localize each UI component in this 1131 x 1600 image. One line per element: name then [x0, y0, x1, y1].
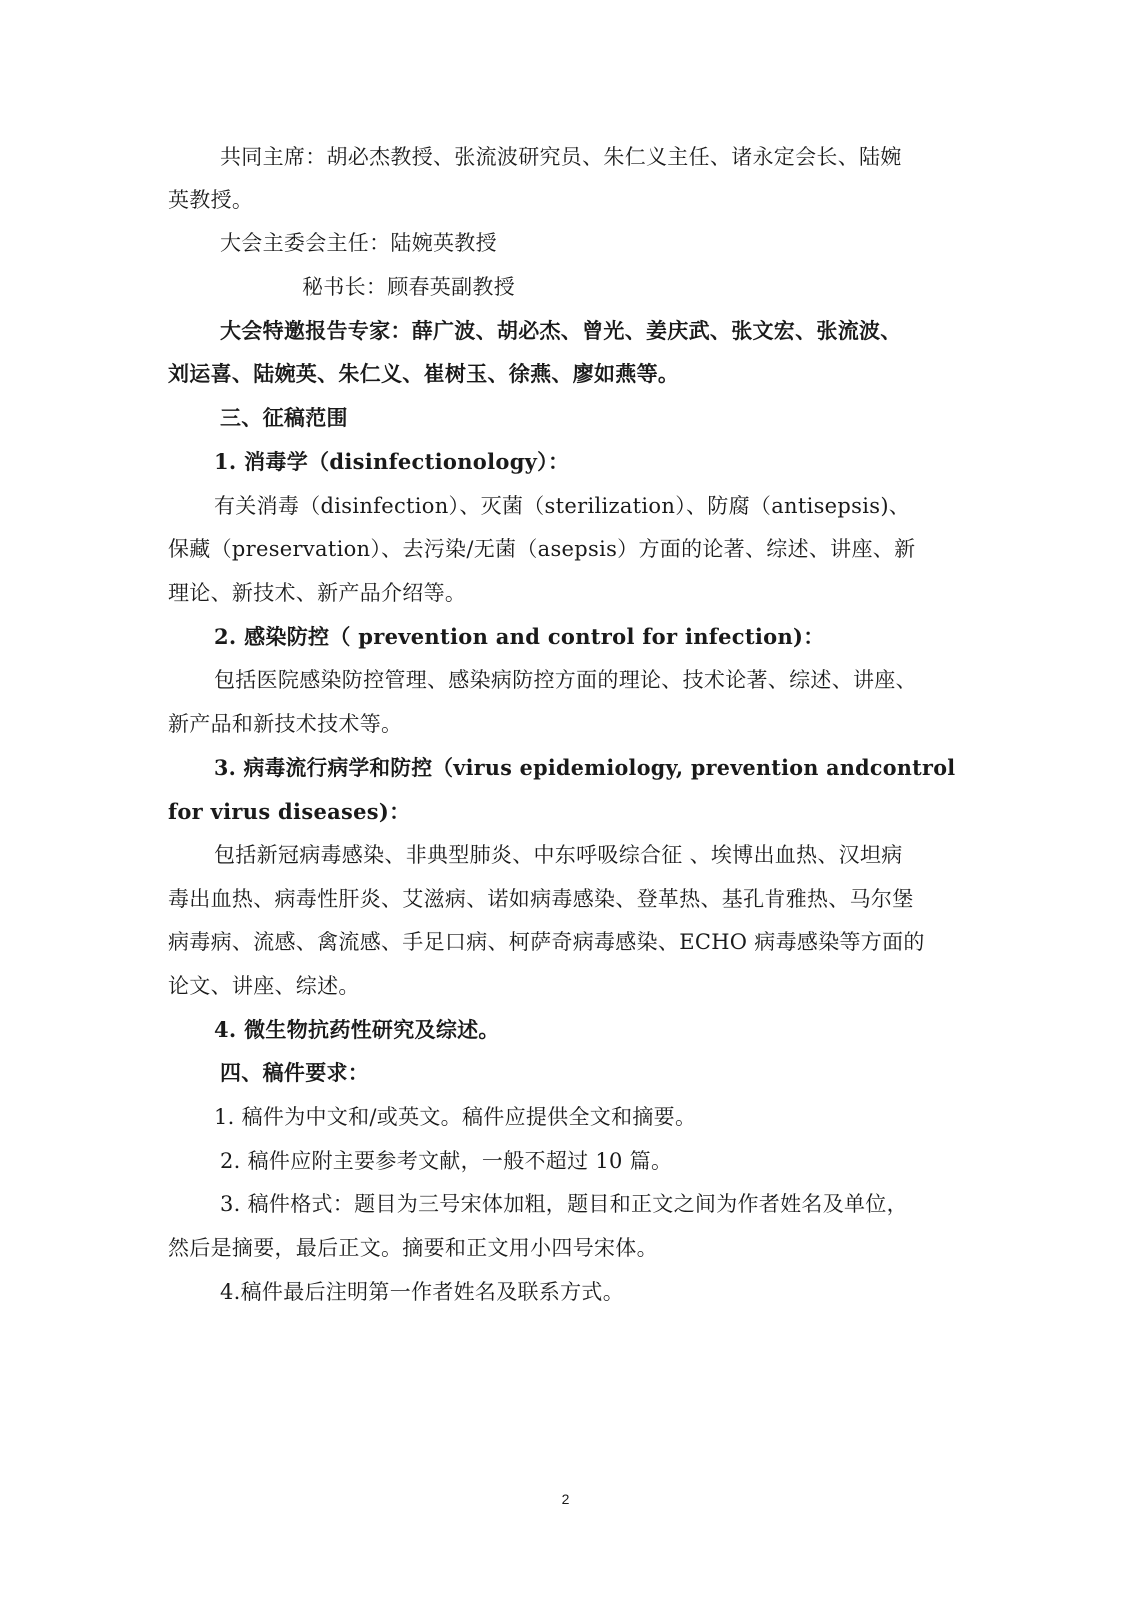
scope-item-4-title: 4. 微生物抗药性研究及综述。: [214, 1017, 500, 1042]
co-chairs-line-1: 共同主席：胡必杰教授、张流波研究员、朱仁义主任、诸永定会长、陆婉: [220, 145, 902, 169]
scope-item-2-body-line-1: 包括医院感染防控管理、感染病防控方面的理论、技术论著、综述、讲座、: [214, 668, 917, 692]
scope-item-3-title-line-1: 3. 病毒流行病学和防控（virus epidemiology, prevention andcontrol: [214, 755, 956, 780]
committee-director: 大会主委会主任：陆婉英教授: [220, 231, 497, 255]
requirements-item-4: 4.稿件最后注明第一作者姓名及联系方式。: [220, 1280, 625, 1304]
requirements-item-3-line-2: 然后是摘要，最后正文。摘要和正文用小四号宋体。: [168, 1236, 658, 1260]
scope-item-3-body-line-3: 病毒病、流感、禽流感、手足口病、柯萨奇病毒感染、ECHO 病毒感染等方面的: [168, 930, 925, 954]
invited-experts-line-1: 大会特邀报告专家：薛广波、胡必杰、曾光、姜庆武、张文宏、张流波、: [220, 318, 902, 343]
requirements-item-3-line-1: 3. 稿件格式：题目为三号宋体加粗，题目和正文之间为作者姓名及单位，: [220, 1192, 908, 1216]
scope-item-3-title-line-2: for virus diseases)：: [168, 799, 411, 824]
scope-item-2-body-line-2: 新产品和新技术技术等。: [168, 712, 403, 736]
requirements-item-1: 1. 稿件为中文和/或英文。稿件应提供全文和摘要。: [214, 1105, 697, 1129]
scope-heading: 三、征稿范围: [220, 405, 348, 430]
scope-item-3-body-line-1: 包括新冠病毒感染、非典型肺炎、中东呼吸综合征 、埃博出血热、汉坦病: [214, 843, 903, 867]
co-chairs-line-2: 英教授。: [168, 188, 254, 212]
scope-item-1-title: 1. 消毒学（disinfectionology）：: [214, 449, 570, 474]
scope-item-3-body-line-4: 论文、讲座、综述。: [168, 974, 360, 998]
requirements-heading: 四、稿件要求：: [220, 1060, 370, 1085]
secretary-general: 秘书长：顾春英副教授: [302, 275, 515, 299]
scope-item-1-body-line-1: 有关消毒（disinfection）、灭菌（sterilization）、防腐（antisepsis)、: [214, 494, 911, 518]
scope-item-3-body-line-2: 毒出血热、病毒性肝炎、艾滋病、诺如病毒感染、登革热、基孔肯雅热、马尔堡: [168, 887, 914, 911]
scope-item-1-body-line-3: 理论、新技术、新产品介绍等。: [168, 581, 467, 605]
page-number: 2: [561, 1491, 570, 1507]
requirements-item-2: 2. 稿件应附主要参考文献，一般不超过 10 篇。: [220, 1149, 673, 1173]
invited-experts-line-2: 刘运喜、陆婉英、朱仁义、崔树玉、徐燕、廖如燕等。: [168, 361, 680, 386]
scope-item-2-title: 2. 感染防控（ prevention and control for infection)：: [214, 624, 825, 649]
scope-item-1-body-line-2: 保藏（preservation）、去污染/无菌（asepsis）方面的论著、综述、讲座、新: [168, 537, 916, 561]
